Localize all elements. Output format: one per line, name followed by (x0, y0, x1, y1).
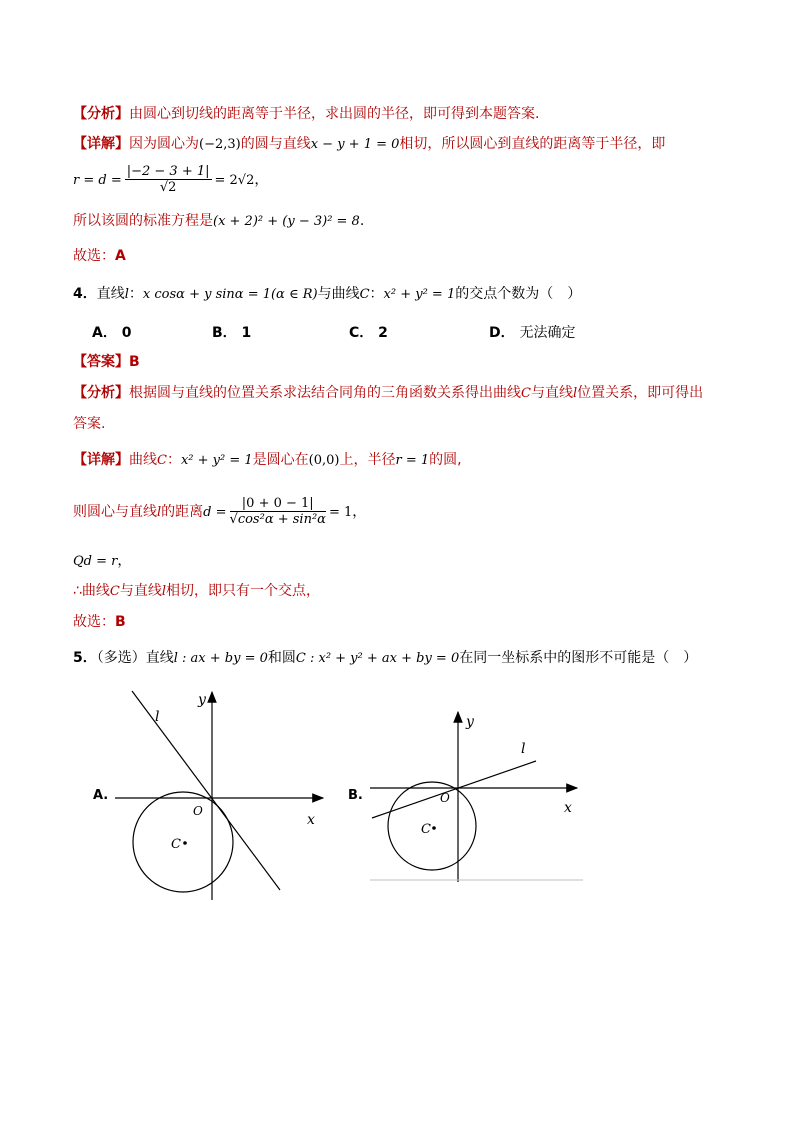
q4-text-2: 与曲线 (317, 286, 360, 302)
q5-line-eq: l : ax + by = 0 (173, 651, 268, 666)
q4-choose-line (73, 612, 126, 632)
standard-equation: (x + 2)² + (y − 3)² = 8 (213, 214, 360, 229)
q4-curve-eq: x² + y² = 1 (383, 287, 456, 302)
q4-d-eq-r-comma: ， (117, 553, 132, 569)
radius-lhs: r = d = (73, 173, 122, 188)
detail-line-eq: x − y + 1 = 0 (310, 137, 400, 152)
q4-conclusion-text-2: 与直线 (119, 583, 162, 599)
q4-detail-radius: r = 1 (395, 453, 430, 468)
q4-detail-text-2: 是圆心在 (252, 452, 309, 468)
detail-center: (−2,3) (199, 137, 241, 152)
radius-comma: ， (254, 172, 269, 188)
q4-detail-center: (0,0) (308, 453, 340, 468)
figure-a-label: A. (93, 788, 109, 803)
q4-option-a: A． 0 (92, 325, 132, 341)
q4-analysis-l: l (572, 386, 578, 401)
q4-option-b: B． 1 (212, 325, 252, 341)
q4-distance-text-2: 的距离 (161, 504, 204, 520)
figure-a-x-label: x (307, 812, 315, 828)
q4-conclusion-text-1: 曲线 (81, 583, 110, 599)
q4-detail-line-1 (73, 450, 462, 471)
q4-detail-curve-eq: x² + y² = 1 (180, 453, 253, 468)
figure-b-c-label: C (421, 822, 431, 837)
standard-equation-post: . (359, 213, 365, 229)
q4-distance-line (73, 494, 366, 531)
standard-equation-pre: 所以该圆的标准方程是 (73, 213, 213, 229)
q4-analysis-line (73, 383, 703, 404)
q5-number: 5． (73, 650, 97, 666)
answer-line-prev (73, 246, 126, 266)
detail-text-2: 的圆与直线 (240, 136, 311, 152)
q4-distance-fraction (230, 497, 326, 527)
detail-line-prev (73, 134, 665, 155)
figure-a-l-label: l (155, 709, 160, 725)
figure-b (340, 706, 590, 886)
q4-distance-rhs: = 1 (328, 505, 353, 520)
q4-answer-value: B (129, 354, 140, 370)
detail-text-3: 相切，所以圆心到直线的距离等于半径，即 (399, 136, 666, 152)
radius-denominator: √2 (159, 180, 177, 195)
q4-analysis-line-2 (73, 414, 105, 434)
q4-option-c: C． 2 (349, 325, 388, 341)
q4-text-3: 的交点个数为（ ） (455, 286, 582, 302)
analysis-text: 由圆心到切线的距离等于半径，求出圆的半径，即可得到本题答案. (129, 106, 540, 122)
q4-detail-c: C (157, 453, 167, 468)
q4-analysis-c: C (521, 386, 531, 401)
q4-detail-colon: ： (166, 452, 181, 468)
q4-analysis-text-3: 位置关系，即可得出 (577, 385, 704, 401)
q4-analysis-tag: 【分析】 (73, 385, 129, 401)
choose-value-prev: A (115, 248, 126, 264)
q4-conclusion-text-3: 相切，即只有一个交点， (166, 583, 321, 599)
q4-detail-tag: 【详解】 (73, 452, 129, 468)
figure-a-c-label: C (171, 837, 181, 852)
q4-choose-label: 故选： (73, 614, 115, 630)
q4-detail-text-3: 上，半径 (339, 452, 396, 468)
q4-distance-denominator: √cos²α + sin²α (229, 512, 326, 527)
q5-stem (73, 648, 697, 669)
figure-b-line-l (372, 761, 536, 818)
q4-conclusion (73, 581, 320, 602)
radius-formula (73, 164, 268, 197)
figure-a-origin-label: O (193, 804, 203, 818)
q4-answer-tag: 【答案】 (73, 354, 129, 370)
q4-distance-l: l (157, 505, 162, 520)
figure-a (85, 686, 335, 906)
q4-text-1: 直线 (96, 286, 125, 302)
analysis-tag: 【分析】 (73, 106, 129, 122)
radius-fraction (125, 165, 212, 195)
figure-b-circle (388, 782, 476, 870)
figure-b-center-dot (432, 826, 436, 830)
q4-stem (73, 284, 581, 305)
figure-b-label: B. (348, 788, 363, 803)
q4-distance-comma: ， (352, 504, 367, 520)
q4-distance-lhs: d = (203, 505, 227, 520)
q5-circle-eq: C : x² + y² + ax + by = 0 (295, 651, 460, 666)
q4-colon-2: ： (369, 286, 384, 302)
q4-analysis-text-2: 与直线 (530, 385, 573, 401)
q4-detail-text-1: 曲线 (129, 452, 157, 468)
q4-d-eq-r: Qd = r (73, 554, 118, 569)
radius-rhs: = 2√2 (214, 173, 255, 188)
q4-conclusion-l: l (161, 584, 167, 599)
q4-conclusion-c: C (109, 584, 120, 599)
figure-a-y-label: y (198, 692, 206, 708)
q4-answer-line (73, 352, 140, 372)
therefore-symbol: ∴ (73, 583, 82, 599)
q4-number: 4． (73, 286, 97, 302)
q4-detail-text-4: 的圆, (429, 452, 462, 468)
choose-label-prev: 故选： (73, 248, 115, 264)
radius-numerator: |−2 − 3 + 1| (126, 164, 210, 179)
analysis-line-prev (73, 104, 539, 124)
figure-b-origin-label: O (440, 791, 450, 805)
figure-b-l-label: l (521, 741, 526, 757)
q4-distance-numerator: |0 + 0 − 1| (230, 497, 326, 512)
figure-a-center-dot (183, 841, 187, 845)
q4-distance-text-1: 则圆心与直线 (73, 504, 157, 520)
figure-b-x-label: x (564, 800, 572, 816)
q4-option-d: D． 无法确定 (489, 325, 576, 341)
q4-analysis-text-4: 答案. (73, 416, 106, 432)
detail-tag: 【详解】 (73, 136, 129, 152)
q4-l-label: l (124, 287, 129, 302)
q4-colon: ： (128, 286, 143, 302)
q5-text-1: 直线 (145, 650, 174, 666)
q5-text-3: 在同一坐标系中的图形不可能是（ ） (459, 650, 698, 666)
standard-equation-line (73, 211, 364, 232)
detail-text-1: 因为圆心为 (129, 136, 199, 152)
q5-text-2: 和圆 (267, 650, 296, 666)
q4-analysis-text-1: 根据圆与直线的位置关系求法结合同角的三角函数关系得出曲线 (129, 385, 521, 401)
q4-choose-value: B (115, 614, 126, 630)
q4-c-label: C (359, 287, 370, 302)
q4-d-equals-r (73, 551, 131, 572)
q5-tag: （多选） (96, 650, 146, 666)
q4-line-eq: x cosα + y sinα = 1(α ∈ R) (142, 287, 318, 302)
figure-b-y-label: y (466, 714, 474, 730)
